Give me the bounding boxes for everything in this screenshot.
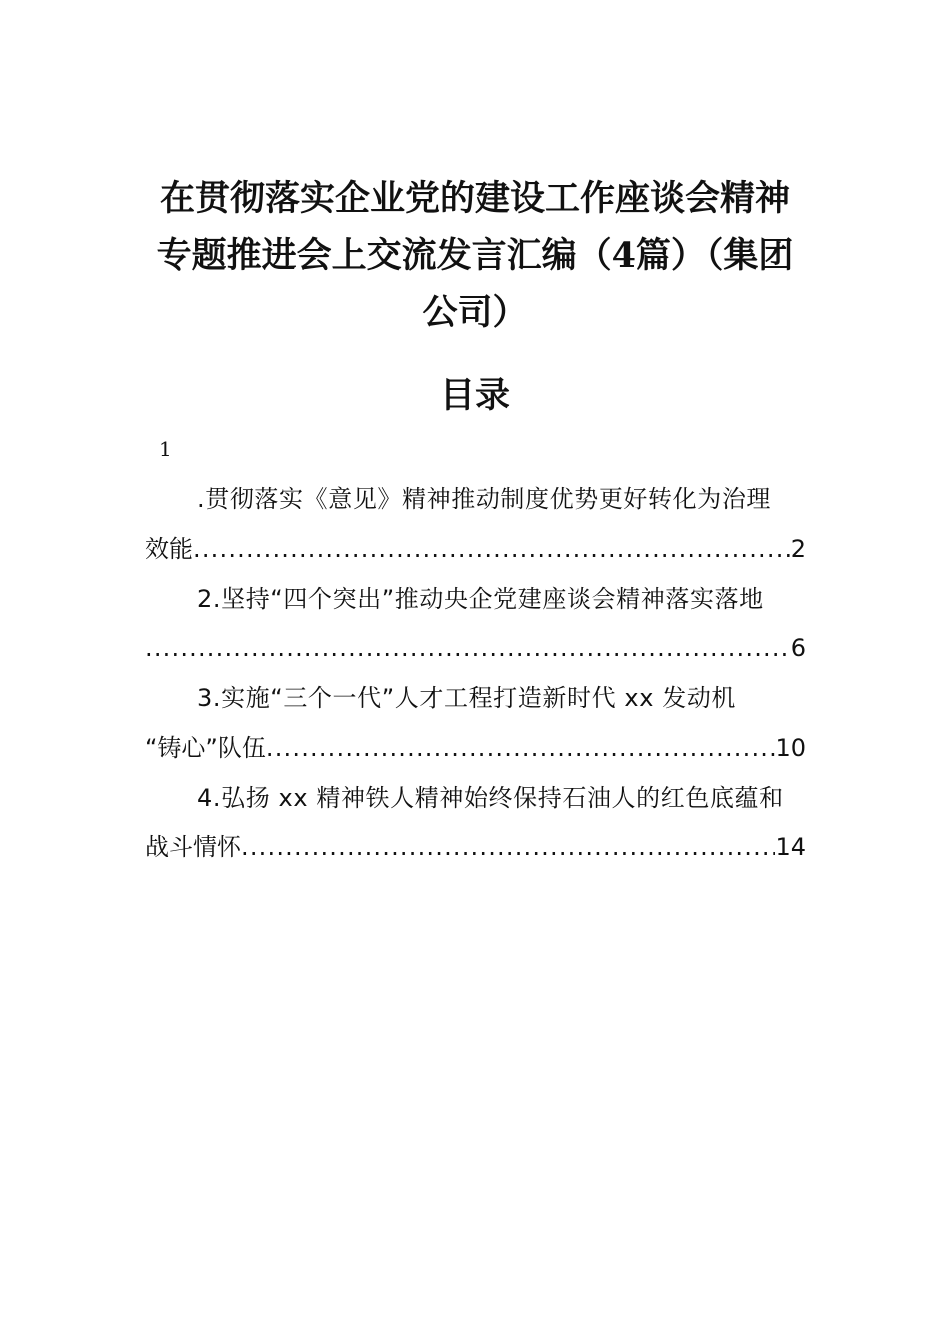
page-marker: 1 (159, 437, 172, 461)
title-line-1: 在贯彻落实企业党的建设工作座谈会精神 (159, 178, 790, 219)
dot-leader (266, 730, 776, 766)
toc-entry-4-line-2[interactable] (145, 829, 806, 865)
toc-entry-4-text: 战斗情怀 (145, 833, 241, 861)
document-title (140, 170, 810, 341)
toc-entry-4-page: 14 (775, 833, 806, 861)
title-line-2: 专题推进会上交流发言汇编（4篇）（集团 (156, 235, 794, 276)
toc-entry-1-text: 效能 (145, 535, 193, 563)
toc-entry-2-line-1[interactable]: 2.坚持“四个突出”推动央企党建座谈会精神落实落地 (197, 585, 764, 613)
toc-entry-4-line-1[interactable]: 4.弘扬 xx 精神铁人精神始终保持石油人的红色底蕴和 (197, 784, 784, 812)
toc-entry-3-line-2[interactable] (145, 730, 806, 766)
toc-heading: 目录 (439, 375, 510, 416)
toc-entry-2-line-2[interactable] (145, 630, 806, 666)
toc-entry-1-line-2[interactable] (145, 531, 806, 567)
toc-entry-1-page: 2 (790, 535, 806, 563)
toc-entry-1-line-1[interactable]: .贯彻落实《意见》精神推动制度优势更好转化为治理 (197, 485, 772, 513)
dot-leader (193, 531, 791, 567)
toc-entry-3-page: 10 (775, 734, 806, 762)
dot-leader (145, 630, 791, 666)
toc-entry-3-text: “铸心”队伍 (145, 734, 266, 762)
title-line-3: 公司） (422, 292, 528, 333)
dot-leader (241, 829, 775, 865)
toc-entry-3-line-1[interactable]: 3.实施“三个一代”人才工程打造新时代 xx 发动机 (197, 684, 737, 712)
toc-entry-2-page: 6 (790, 634, 806, 662)
